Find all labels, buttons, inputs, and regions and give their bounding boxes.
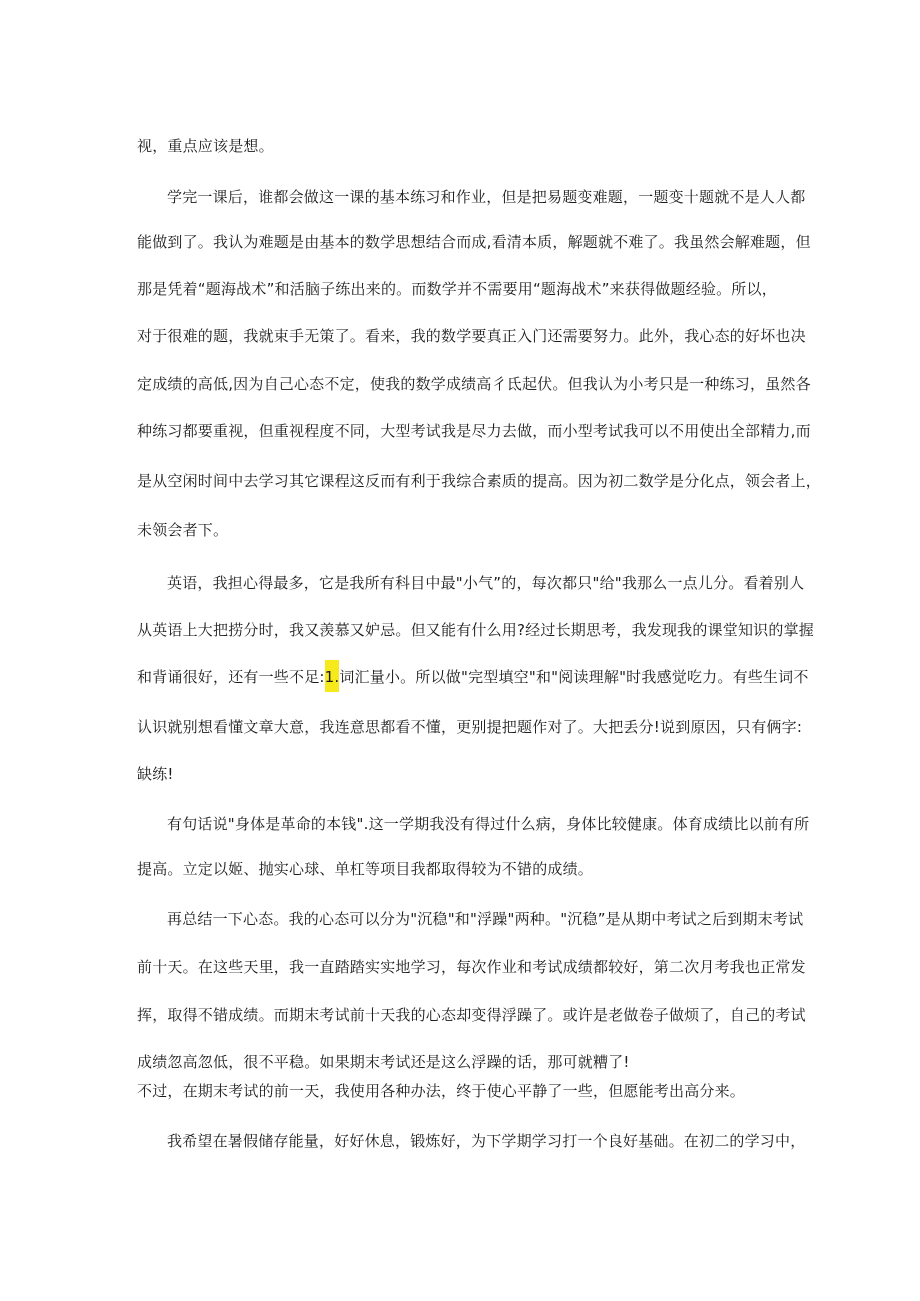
text-line: 缺练!	[137, 765, 174, 783]
text-line: 再总结一下心态。我的心态可以分为"沉稳"和"浮躁"两种。"沉稳”是从期中考试之后到期末考试	[167, 910, 804, 928]
text-line-with-highlight	[137, 666, 809, 688]
text-line: 视，重点应该是想。	[137, 137, 274, 155]
text-line: 不过，在期末考试的前一天，我使用各种办法，终于使心平静了一些，但愿能考出高分来。	[137, 1082, 746, 1100]
text-line: 是从空闲时间中去学习其它课程这反而有利于我综合素质的提高。因为初二数学是分化点，领会者上，	[137, 472, 822, 490]
text-line: 学完一课后，谁都会做这一课的基本练习和作业，但是把易题变难题，一题变十题就不是人人都	[167, 188, 806, 206]
text-line: 有句话说"身体是革命的本钱".这一学期我没有得过什么病，身体比较健康。体育成绩比以前有所	[167, 815, 810, 833]
text-segment: 词汇量小。所以做"完型填空"和"阅读理解"时我感觉吃力。有些生词不	[339, 668, 809, 686]
text-line: 种练习都要重视，但重视程度不同，大型考试我是尽力去做，而小型考试我可以不用使出全部精力,而	[137, 422, 811, 440]
text-line: 对于很难的题，我就束手无策了。看来，我的数学要真正入门还需要努力。此外，我心态的好坏也决	[137, 327, 806, 345]
text-line: 英语，我担心得最多，它是我所有科目中最"小气”的，每次都只"给"我那么一点儿分。看着别人	[167, 574, 805, 592]
text-line: 能做到了。我认为难题是由基本的数学思想结合而成,看清本质，解题就不难了。我虽然会解难题，但	[137, 233, 811, 251]
text-line: 那是凭着“题海战术”和活脑子练出来的。而数学并不需要用“题海战术”来获得做题经验。所以，	[137, 280, 777, 298]
text-line: 未领会者下。	[137, 521, 229, 539]
text-line: 挥，取得不错成绩。而期末考试前十天我的心态却变得浮躁了。或许是老做卷子做烦了，自己的考试	[137, 1006, 806, 1024]
text-line: 提高。立定以姬、抛实心球、单杠等项目我都取得较为不错的成绩。	[137, 860, 594, 878]
text-line: 前十天。在这些天里，我一直踏踏实实地学习，每次作业和考试成绩都较好，第二次月考我也正常发	[137, 958, 806, 976]
text-segment: 和背诵很好，还有一些不足:	[137, 668, 325, 686]
text-line: 成绩忽高忽低，很不平稳。如果期末考试还是这么浮躁的话，那可就糟了!	[137, 1053, 630, 1071]
text-line: 我希望在暑假储存能量，好好休息，锻炼好，为下学期学习打一个良好基础。在初二的学习中，	[167, 1132, 806, 1150]
text-line: 从英语上大把捞分时，我又羡慕又妒忌。但又能有什么用?经过长期思考，我发现我的课堂知识的掌握	[137, 621, 814, 639]
highlighted-list-marker: 1.	[325, 660, 340, 692]
text-line: 定成绩的高低,因为自己心态不定，使我的数学成绩高彳氐起伏。但我认为小考只是一种练习，虽然各	[137, 375, 811, 393]
text-line: 认识就别想看懂文章大意，我连意思都看不懂，更别提把题作对了。大把丢分!说到原因，只有俩字:	[137, 718, 803, 736]
